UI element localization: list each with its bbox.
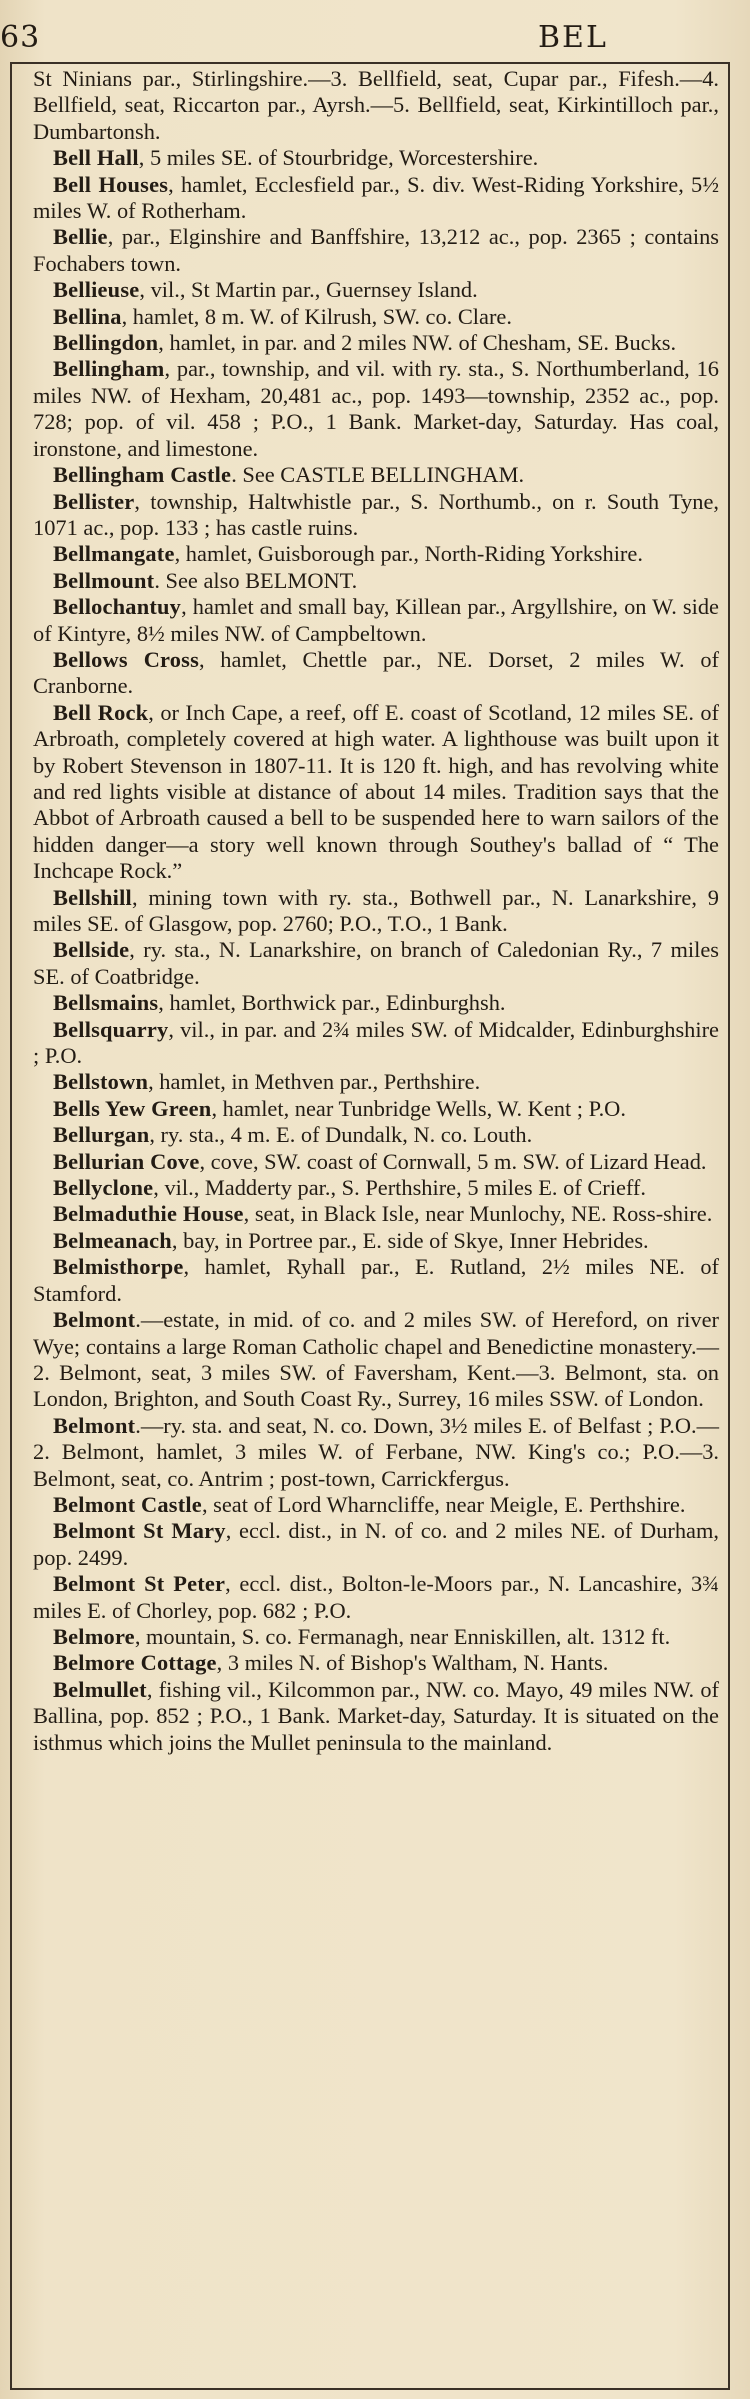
entry-text: , eccl. dist., Bolton-le-Moors par., N. Lancashire, 3¾ miles E. of Chorley, pop. 682 ; P.O. xyxy=(33,1571,719,1623)
entry-headword: Bellie xyxy=(53,224,108,250)
gazetteer-entry xyxy=(33,1254,719,1307)
running-head: BEL xyxy=(538,20,608,55)
gazetteer-entry xyxy=(33,1175,719,1201)
entry-text: , eccl. dist., in N. of co. and 2 miles NE. of Durham, pop. 2499. xyxy=(33,1518,719,1570)
entry-headword: Bellsquarry xyxy=(53,1016,169,1042)
entry-text: . See also BELMONT. xyxy=(154,567,358,593)
gazetteer-entry xyxy=(33,1307,719,1413)
entry-text: , 5 miles SE. of Stourbridge, Worcestershire. xyxy=(138,145,539,171)
gazetteer-entry xyxy=(33,1571,719,1624)
entry-text: , cove, SW. coast of Cornwall, 5 m. SW. of Lizard Head. xyxy=(199,1148,707,1174)
entry-headword: Bellurian Cove xyxy=(53,1148,200,1174)
entry-text: , ry. sta., N. Lanarkshire, on branch of Caledonian Ry., 7 miles SE. of Coatbridge. xyxy=(33,937,719,989)
entry-text: , par., township, and vil. with ry. sta., S. Northumberland, 16 miles NW. of Hexham, 20,481 ac., pop. 1493—township, 2352 ac., pop. 728; pop. of vil. 458 ; P.O., 1 Bank. Market-day, Saturday. Has coal, ironstone, and limestone. xyxy=(33,356,719,461)
entry-text: , hamlet, in par. and 2 miles NW. of Chesham, SE. Bucks. xyxy=(158,330,677,356)
entry-headword: Belmore xyxy=(53,1623,135,1649)
entry-headword: Belmore Cottage xyxy=(53,1650,217,1676)
entry-headword: Bell Rock xyxy=(53,699,149,725)
entry-text: .—estate, in mid. of co. and 2 miles SW. of Hereford, on river Wye; contains a large Roman Catholic chapel and Benedictine monastery.—2. Belmont, seat, 3 miles SW. of Faversham, Kent.—3. Belmont, sta. on London, Brighton, and South Coast Ry., Surrey, 16 miles SSW. of London. xyxy=(33,1307,719,1412)
gazetteer-entry xyxy=(33,990,719,1016)
entry-text: , hamlet, Borthwick par., Edinburghsh. xyxy=(158,990,506,1016)
entry-headword: Bellina xyxy=(53,303,122,329)
entry-headword: Bellows Cross xyxy=(53,646,200,672)
entry-headword: Bells Yew Green xyxy=(53,1095,212,1121)
entry-text: , hamlet, Ryhall par., E. Rutland, 2½ miles NE. of Stamford. xyxy=(33,1254,719,1306)
gazetteer-entry xyxy=(33,356,719,462)
gazetteer-entry xyxy=(33,145,719,171)
entry-headword: Belmont xyxy=(53,1412,136,1438)
entry-text: , hamlet, Guisborough par., North-Riding Yorkshire. xyxy=(174,541,643,567)
entry-headword: Belmisthorpe xyxy=(53,1254,184,1280)
entry-text: , hamlet, 8 m. W. of Kilrush, SW. co. Clare. xyxy=(121,303,512,329)
gazetteer-entry xyxy=(33,1228,719,1254)
gazetteer-entry xyxy=(33,1122,719,1148)
entry-headword: Belmaduthie House xyxy=(53,1201,244,1227)
entry-headword: Bellsmains xyxy=(53,990,159,1016)
gazetteer-entry xyxy=(33,541,719,567)
entry-headword: Bellister xyxy=(53,488,135,514)
gazetteer-entry xyxy=(33,330,719,356)
gazetteer-entry xyxy=(33,1518,719,1571)
gazetteer-entry xyxy=(33,277,719,303)
gazetteer-entry xyxy=(33,1492,719,1518)
page-header xyxy=(0,0,750,62)
gazetteer-entry xyxy=(33,172,719,225)
gazetteer-entry xyxy=(33,1201,719,1227)
gazetteer-entry xyxy=(33,1650,719,1676)
entry-headword: Bellmount xyxy=(53,567,155,593)
entry-text: , hamlet, in Methven par., Perthshire. xyxy=(148,1069,481,1095)
gazetteer-entry xyxy=(33,700,719,885)
entry-text: , seat, in Black Isle, near Munlochy, NE. Ross-shire. xyxy=(243,1201,713,1227)
gazetteer-entry xyxy=(33,885,719,938)
gazetteer-entry xyxy=(33,462,719,488)
entry-headword: Belmeanach xyxy=(53,1227,172,1253)
entry-headword: Bell Hall xyxy=(53,145,139,171)
entry-headword: Bellside xyxy=(53,937,130,963)
entry-text: St Ninians par., Stirlingshire.—3. Bellfield, seat, Cupar par., Fifesh.—4. Bellfield, seat, Riccarton par., Ayrsh.—5. Bellfield, seat, Kirkintilloch par., Dumbartonsh. xyxy=(33,66,719,144)
entry-headword: Belmont St Peter xyxy=(53,1571,226,1597)
gazetteer-entry xyxy=(33,304,719,330)
entry-headword: Belmullet xyxy=(53,1676,147,1702)
entry-headword: Belmont St Mary xyxy=(53,1518,226,1544)
gazetteer-entry xyxy=(33,647,719,700)
column-border-right xyxy=(728,62,730,2390)
entry-headword: Bellieuse xyxy=(53,277,140,303)
entry-headword: Bellingham xyxy=(53,356,165,382)
entry-text: , mountain, S. co. Fermanagh, near Enniskillen, alt. 1312 ft. xyxy=(134,1623,671,1649)
gazetteer-entry xyxy=(33,1677,719,1756)
gazetteer-entry xyxy=(33,594,719,647)
entry-headword: Bellmangate xyxy=(53,541,175,567)
entry-text: , hamlet, Ecclesfield par., S. div. West-Riding Yorkshire, 5½ miles W. of Rotherham. xyxy=(33,171,719,224)
entry-text: . See CASTLE BELLINGHAM. xyxy=(231,462,525,488)
gazetteer-entry xyxy=(33,1624,719,1650)
entry-headword: Bellingdon xyxy=(53,330,159,356)
footer-rule xyxy=(10,2388,730,2390)
entry-text: , hamlet, near Tunbridge Wells, W. Kent ; P.O. xyxy=(211,1095,626,1121)
gazetteer-entry xyxy=(33,224,719,277)
entry-headword: Bellyclone xyxy=(53,1175,154,1201)
gazetteer-entry xyxy=(33,1149,719,1175)
gazetteer-entries xyxy=(33,66,719,1756)
entry-headword: Bell Houses xyxy=(53,171,169,197)
entry-headword: Bellstown xyxy=(53,1069,149,1095)
entry-text: , mining town with ry. sta., Bothwell par., N. Lanarkshire, 9 miles SE. of Glasgow, pop. 2760; P.O., T.O., 1 Bank. xyxy=(33,884,719,936)
entry-text: , vil., Madderty par., S. Perthshire, 5 miles E. of Crieff. xyxy=(153,1175,646,1201)
entry-headword: Bellochantuy xyxy=(53,594,182,620)
entry-text: , fishing vil., Kilcommon par., NW. co. Mayo, 49 miles NW. of Ballina, pop. 852 ; P.O., 1 Bank. Market-day, Saturday. It is situated on the isthmus which joins the Mullet peninsula to the mainland. xyxy=(33,1676,719,1755)
entry-headword: Belmont xyxy=(53,1307,136,1333)
entry-text: , hamlet, Chettle par., NE. Dorset, 2 miles W. of Cranborne. xyxy=(33,646,719,699)
entry-text: , vil., St Martin par., Guernsey Island. xyxy=(139,277,478,303)
entry-text: , vil., in par. and 2¾ miles SW. of Midcalder, Edinburghshire ; P.O. xyxy=(33,1016,719,1069)
entry-headword: Bellurgan xyxy=(53,1122,150,1148)
entry-text: , par., Elginshire and Banffshire, 13,212 ac., pop. 2365 ; contains Fochabers town. xyxy=(33,224,719,276)
gazetteer-entry xyxy=(33,489,719,542)
gazetteer-entry xyxy=(33,1096,719,1122)
entry-text: , 3 miles N. of Bishop's Waltham, N. Hants. xyxy=(216,1650,609,1676)
entry-text: , or Inch Cape, a reef, off E. coast of Scotland, 12 miles SE. of Arbroath, completely covered at high water. A lighthouse was built upon it by Robert Stevenson in 1807-11. It is 120 ft. high, and has revolving white and red lights visible at distance of about 14 miles. Tradition says that the Abbot of Arbroath caused a bell to be suspended here to warn sailors of the hidden danger—a story well known through Southey's ballad of “ The Inchcape Rock.” xyxy=(33,699,720,884)
gazetteer-entry xyxy=(33,568,719,594)
entry-headword: Bellshill xyxy=(53,884,132,910)
gazetteer-entry xyxy=(33,66,719,145)
entry-text: , ry. sta., 4 m. E. of Dundalk, N. co. Louth. xyxy=(149,1122,533,1148)
entry-text: , hamlet and small bay, Killean par., Argyllshire, on W. side of Kintyre, 8½ miles NW. of Campbeltown. xyxy=(33,594,719,646)
header-rule xyxy=(10,62,730,64)
gazetteer-entry xyxy=(33,1413,719,1492)
entry-text: .—ry. sta. and seat, N. co. Down, 3½ miles E. of Belfast ; P.O.—2. Belmont, hamlet, 3 miles W. of Ferbane, NW. King's co.; P.O.—3. Belmont, seat, co. Antrim ; post-town, Carrickfergus. xyxy=(33,1412,719,1491)
entry-headword: Belmont Castle xyxy=(53,1491,202,1517)
gazetteer-entry xyxy=(33,1069,719,1095)
column-border-left xyxy=(10,62,12,2390)
page-number: 63 xyxy=(0,20,41,55)
entry-headword: Bellingham Castle xyxy=(53,462,232,488)
entry-text: , bay, in Portree par., E. side of Skye, Inner Hebrides. xyxy=(171,1227,649,1253)
entry-text: , seat of Lord Wharncliffe, near Meigle, E. Perthshire. xyxy=(201,1491,686,1517)
gazetteer-entry xyxy=(33,937,719,990)
gazetteer-entry xyxy=(33,1017,719,1070)
entry-text: , township, Haltwhistle par., S. Northumb., on r. South Tyne, 1071 ac., pop. 133 ; has castle ruins. xyxy=(33,488,719,540)
